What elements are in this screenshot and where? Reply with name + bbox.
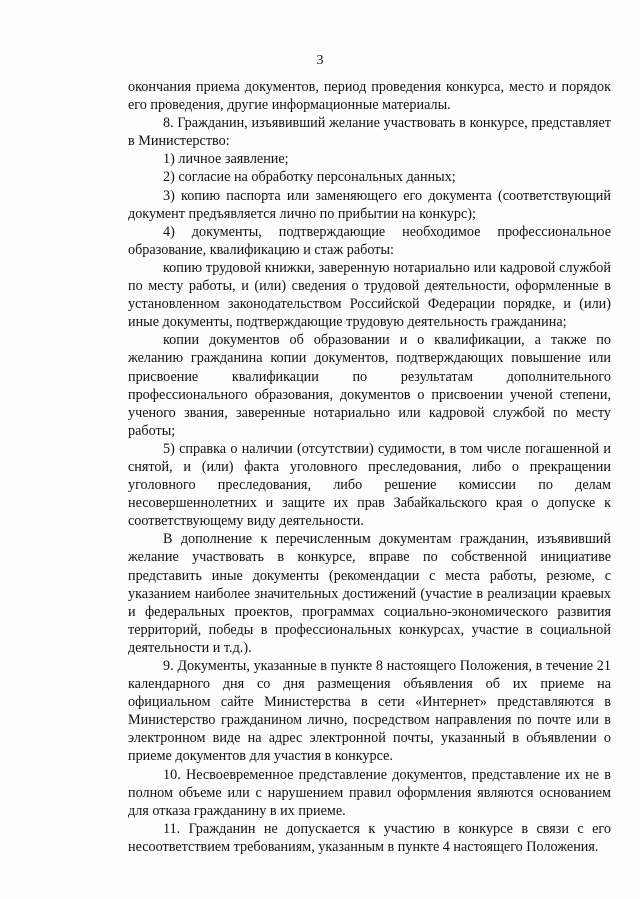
list-item-3: 3) копию паспорта или заменяющего его документа (соответствующий документ предъявляется лично по прибытии на конкурс); (128, 187, 611, 222)
list-item-1: 1) личное заявление; (163, 151, 289, 168)
paragraph-continuation: окончания приема документов, период проведения конкурса, место и порядок его проведения, другие информационные материалы. (128, 79, 611, 114)
list-item-4: 4) документы, подтверждающие необходимое профессиональное образование, квалификацию и стаж работы: (128, 223, 611, 258)
list-item-5: 5) справка о наличии (отсутствии) судимости, в том числе погашенной и снятой, и (или) факта уголовного преследования, либо о прекращении уголовного преследования, либо решение комиссии по делам несовершеннолетних и защите их прав Забайкальского края о допуске к соответствующему виду деятельности. (128, 440, 611, 530)
document-body (128, 78, 611, 856)
list-subitem-employment-record: копию трудовой книжки, заверенную нотариально или кадровой службой по месту работы, и (или) сведения о трудовой деятельности, оформленные в установленном законодательством Российской Федерации порядке, и (или) иные документы, подтверждающие трудовую деятельность гражданина; (128, 259, 611, 331)
paragraph-item-11: 11. Гражданин не допускается к участию в конкурсе в связи с его несоответствием требованиям, указанным в пункте 4 настоящего Положения. (128, 820, 611, 855)
paragraph-additional-documents: В дополнение к перечисленным документам гражданин, изъявивший желание участвовать в конкурсе, вправе по собственной инициативе представить иные документы (рекомендации с места работы, резюме, с указанием наиболее значительных достижений (участие в реализации краевых и федеральных проектов, программах социально-экономического развития территорий, победы в профессиональных конкурсах, участие в социальной деятельности и т.д.). (128, 531, 611, 656)
paragraph-item-9: 9. Документы, указанные в пункте 8 настоящего Положения, в течение 21 календарного дня со дня размещения объявления об их приеме на официальном сайте Министерства в сети «Интернет» представляются в Министерство гражданином лично, посредством направления по почте или в электронном виде на адрес электронной почты, указанный в объявлении о приеме документов для участия в конкурсе. (128, 658, 611, 765)
page-number: 3 (316, 53, 324, 68)
list-item-2: 2) согласие на обработку персональных данных; (163, 169, 456, 186)
list-subitem-education-documents: копии документов об образовании и о квалификации, а также по желанию гражданина копии документов, подтверждающих повышение или присвоение квалификации по результатам дополнительного профессионального образования, документов о присвоении ученой степени, ученого звания, заверенные нотариально или кадровой службой по месту работы; (128, 332, 611, 439)
paragraph-item-8: 8. Гражданин, изъявивший желание участвовать в конкурсе, представляет в Министерство: (128, 115, 611, 150)
paragraph-item-10: 10. Несвоевременное представление документов, представление их не в полном объеме или с нарушением правил оформления являются основанием для отказа гражданину в их приеме. (128, 766, 611, 819)
